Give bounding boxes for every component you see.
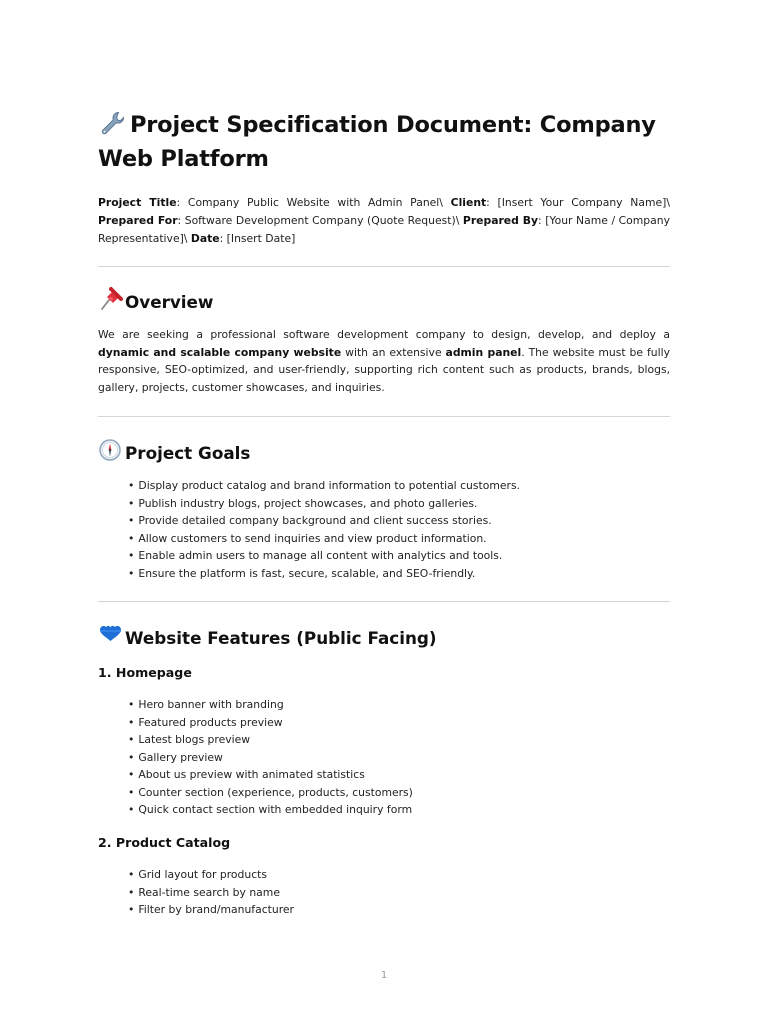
prepared-for-label: Prepared For: [98, 214, 178, 227]
list-item: • About us preview with animated statistics: [128, 766, 413, 784]
goals-heading: [98, 437, 250, 465]
blue-heart-icon: [98, 622, 123, 648]
list-item: • Allow customers to send inquiries and view product information.: [128, 530, 520, 548]
overview-bold-text: admin panel: [445, 345, 522, 359]
list-item: • Grid layout for products: [128, 866, 294, 884]
catalog-heading: 2. Product Catalog: [98, 835, 231, 850]
prepared-by-value: : [Your Name / Company Representative]\: [98, 214, 671, 245]
wrench-icon: [98, 110, 128, 136]
prepared-for-value: : Software Development Company (Quote Request)\: [177, 214, 463, 227]
pushpin-icon: [98, 286, 123, 312]
divider: [98, 601, 670, 602]
document-title: [98, 108, 670, 176]
list-item: • Real-time search by name: [128, 884, 294, 902]
list-item: • Hero banner with branding: [128, 696, 413, 714]
overview-bold-text: dynamic and scalable company website: [98, 345, 342, 359]
date-value: : [Insert Date]: [219, 232, 296, 245]
client-value: : [Insert Your Company Name]\: [486, 196, 670, 209]
overview-text: . The website must be fully responsive, SEO-optimized, and user-friendly, supporting rich content such as products, brands, blogs, gallery, projects, customer showcases, and inquiries.: [98, 345, 671, 394]
page-number: 1: [380, 970, 388, 981]
list-item: • Gallery preview: [128, 749, 413, 767]
list-item: • Ensure the platform is fast, secure, scalable, and SEO-friendly.: [128, 565, 520, 583]
overview-heading: [98, 286, 213, 314]
prepared-by-label: Prepared By: [462, 214, 539, 227]
list-item: • Featured products preview: [128, 714, 413, 732]
list-item: • Quick contact section with embedded inquiry form: [128, 801, 413, 819]
client-label: Client: [450, 196, 487, 209]
divider: [98, 416, 670, 417]
list-item: • Publish industry blogs, project showcases, and photo galleries.: [128, 495, 520, 513]
project-meta: [98, 194, 670, 248]
list-item: • Enable admin users to manage all content with analytics and tools.: [128, 547, 520, 565]
document-title-text: Project Specification Document: Company Web Platform: [98, 112, 656, 172]
goals-list: [128, 477, 520, 582]
project-title-label: Project Title: [98, 196, 177, 209]
list-item: • Filter by brand/manufacturer: [128, 901, 294, 919]
overview-paragraph: [98, 326, 670, 396]
overview-text: with an extensive: [341, 345, 446, 359]
goals-heading-text: Project Goals: [125, 443, 251, 463]
project-title-value: : Company Public Website with Admin Panel\: [176, 196, 451, 209]
date-label: Date: [190, 232, 220, 245]
list-item: • Provide detailed company background and client success stories.: [128, 512, 520, 530]
list-item: • Counter section (experience, products, customers): [128, 784, 413, 802]
compass-icon: [98, 437, 123, 463]
homepage-heading: 1. Homepage: [98, 665, 192, 680]
catalog-list: [128, 866, 294, 919]
features-heading-text: Website Features (Public Facing): [125, 628, 437, 648]
features-heading: [98, 622, 437, 650]
list-item: • Display product catalog and brand information to potential customers.: [128, 477, 520, 495]
homepage-list: [128, 696, 413, 819]
overview-text: We are seeking a professional software development company to design, develop, and deploy a: [98, 328, 670, 341]
list-item: • Latest blogs preview: [128, 731, 413, 749]
overview-heading-text: Overview: [125, 292, 214, 312]
divider: [98, 266, 670, 267]
